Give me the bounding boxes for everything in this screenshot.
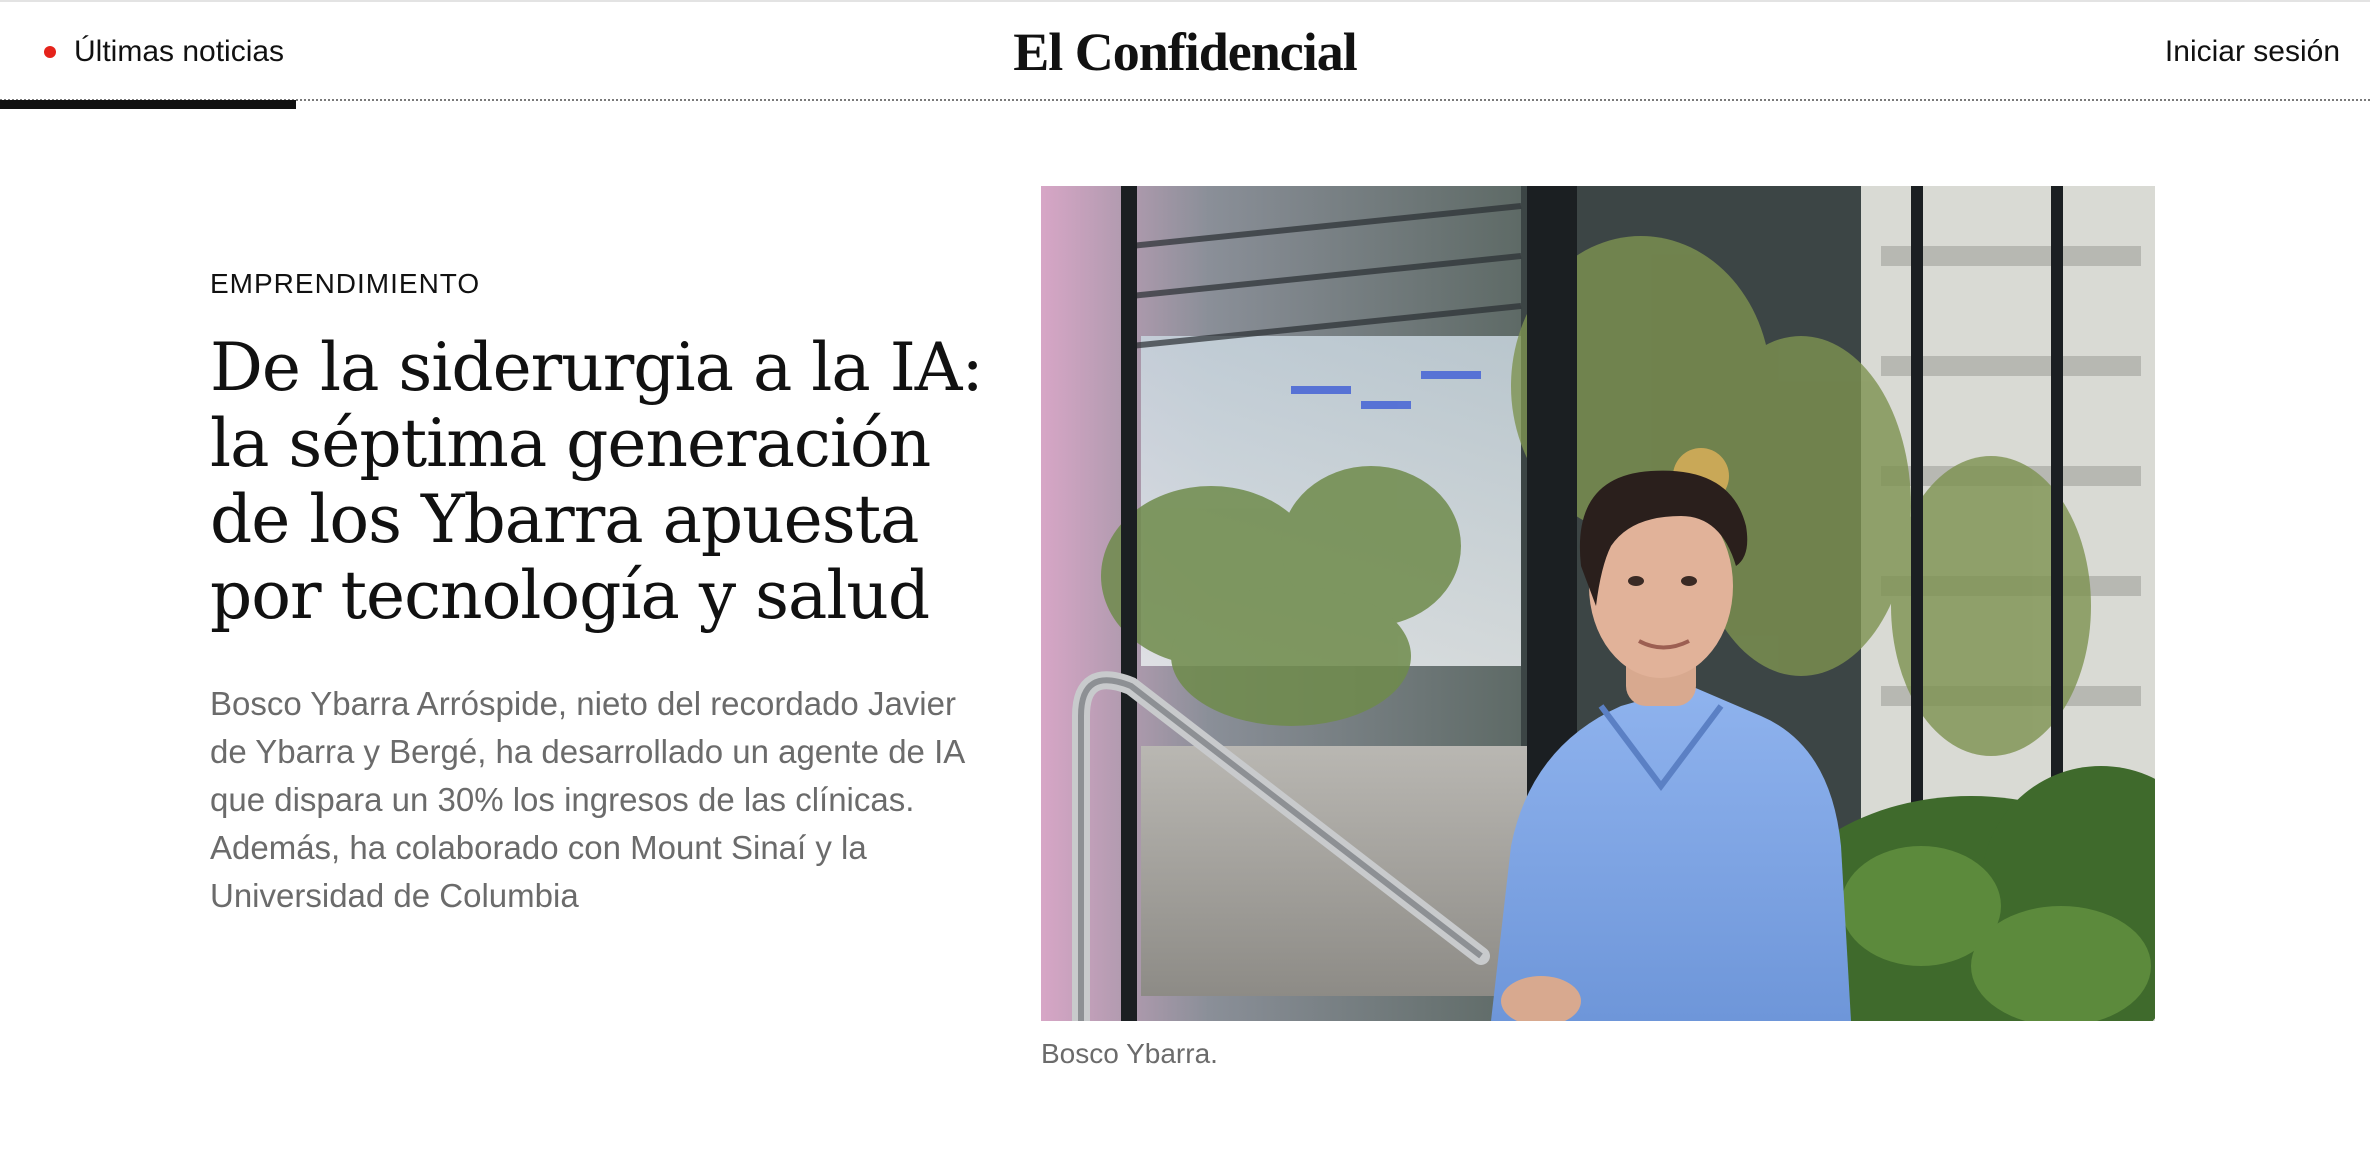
reading-progress-bar [0, 100, 2370, 109]
article-summary: Bosco Ybarra Arróspide, nieto del recordado Javier de Ybarra y Bergé, ha desarrollado un agente de IA que dispara un 30% los ingresos de las clínicas. Además, ha colaborado con Mount Sinaí y la Universidad de Columbia [210, 685, 964, 914]
site-logo[interactable]: El Confidencial [1013, 22, 1357, 82]
section-kicker[interactable]: EMPRENDIMIENTO [210, 268, 481, 299]
latest-news-label: Últimas noticias [74, 35, 285, 68]
article-photo [1041, 186, 2155, 1021]
reading-progress-fill [0, 100, 296, 109]
photo-caption: Bosco Ybarra. [1041, 1038, 1218, 1069]
login-link[interactable]: Iniciar sesión [2164, 35, 2340, 68]
article-headline: De la siderurgia a la IA: la séptima generación de los Ybarra apuesta por tecnología y salud [210, 329, 983, 634]
site-header [0, 2, 2370, 100]
